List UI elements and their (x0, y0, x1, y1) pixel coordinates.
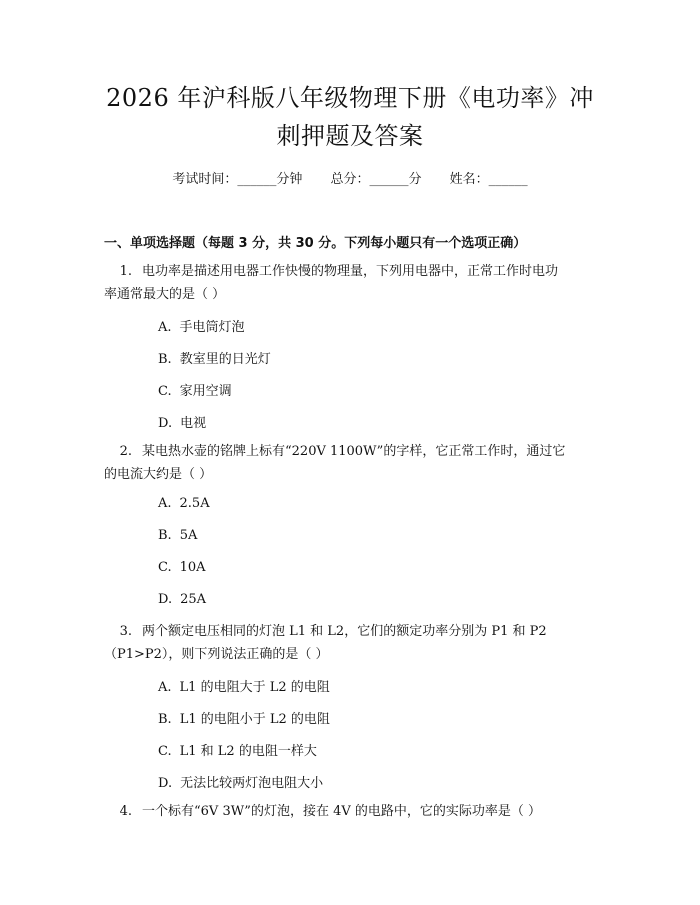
name-field: 姓名：______ (449, 172, 528, 187)
question-2-option-a: A. 2.5A (158, 496, 210, 511)
question-1-line-1 (104, 260, 601, 283)
exam-meta (0, 168, 700, 187)
exam-time-field: 考试时间：______分钟 (172, 172, 303, 187)
question-2-option-c: C. 10A (158, 560, 206, 575)
document-title-line-1: 2026 年沪科版八年级物理下册《电功率》冲 (106, 84, 594, 112)
question-2-line-2: 的电流大约是（ ） (104, 467, 213, 482)
question-2-option-d: D. 25A (158, 592, 207, 607)
question-1-option-a: A. 手电筒灯泡 (158, 320, 245, 335)
question-1-line-2: 率通常最大的是（ ） (104, 287, 226, 302)
total-score-field: 总分：______分 (330, 172, 422, 187)
question-3-option-a: A. L1 的电阻大于 L2 的电阻 (158, 680, 330, 695)
question-3-option-d: D. 无法比较两灯泡电阻大小 (158, 776, 324, 791)
question-number: 1. (119, 264, 132, 279)
section-heading: 一、单项选择题（每题 3 分，共 30 分。下列每小题只有一个选项正确） (104, 236, 527, 251)
question-text: 电功率是描述用电器工作快慢的物理量，下列用电器中，正常工作时电功 (142, 264, 559, 279)
question-3-option-c: C. L1 和 L2 的电阻一样大 (158, 744, 317, 759)
question-3 (104, 620, 601, 666)
question-1 (104, 260, 601, 306)
question-4 (104, 800, 601, 823)
question-1-option-c: C. 家用空调 (158, 384, 232, 399)
question-1-option-b: B. 教室里的日光灯 (158, 352, 271, 367)
question-text: 某电热水壶的铭牌上标有“220V 1100W”的字样，它正常工作时，通过它 (142, 444, 566, 459)
question-1-option-d: D. 电视 (158, 416, 207, 431)
question-2 (104, 440, 601, 486)
question-3-line-2: （P1>P2），则下列说法正确的是（ ） (104, 647, 329, 662)
question-2-line-1 (104, 440, 601, 463)
question-3-line-1 (104, 620, 601, 643)
question-number: 4. (119, 804, 132, 819)
question-3-option-b: B. L1 的电阻小于 L2 的电阻 (158, 712, 330, 727)
question-4-line-1 (104, 800, 601, 823)
document-title-line-2: 刺押题及答案 (276, 122, 424, 150)
question-number: 3. (119, 624, 132, 639)
question-text: 两个额定电压相同的灯泡 L1 和 L2，它们的额定功率分别为 P1 和 P2 (142, 624, 547, 639)
question-text: 一个标有“6V 3W”的灯泡，接在 4V 的电路中，它的实际功率是（ ） (142, 804, 542, 819)
question-2-option-b: B. 5A (158, 528, 198, 543)
question-number: 2. (119, 444, 132, 459)
